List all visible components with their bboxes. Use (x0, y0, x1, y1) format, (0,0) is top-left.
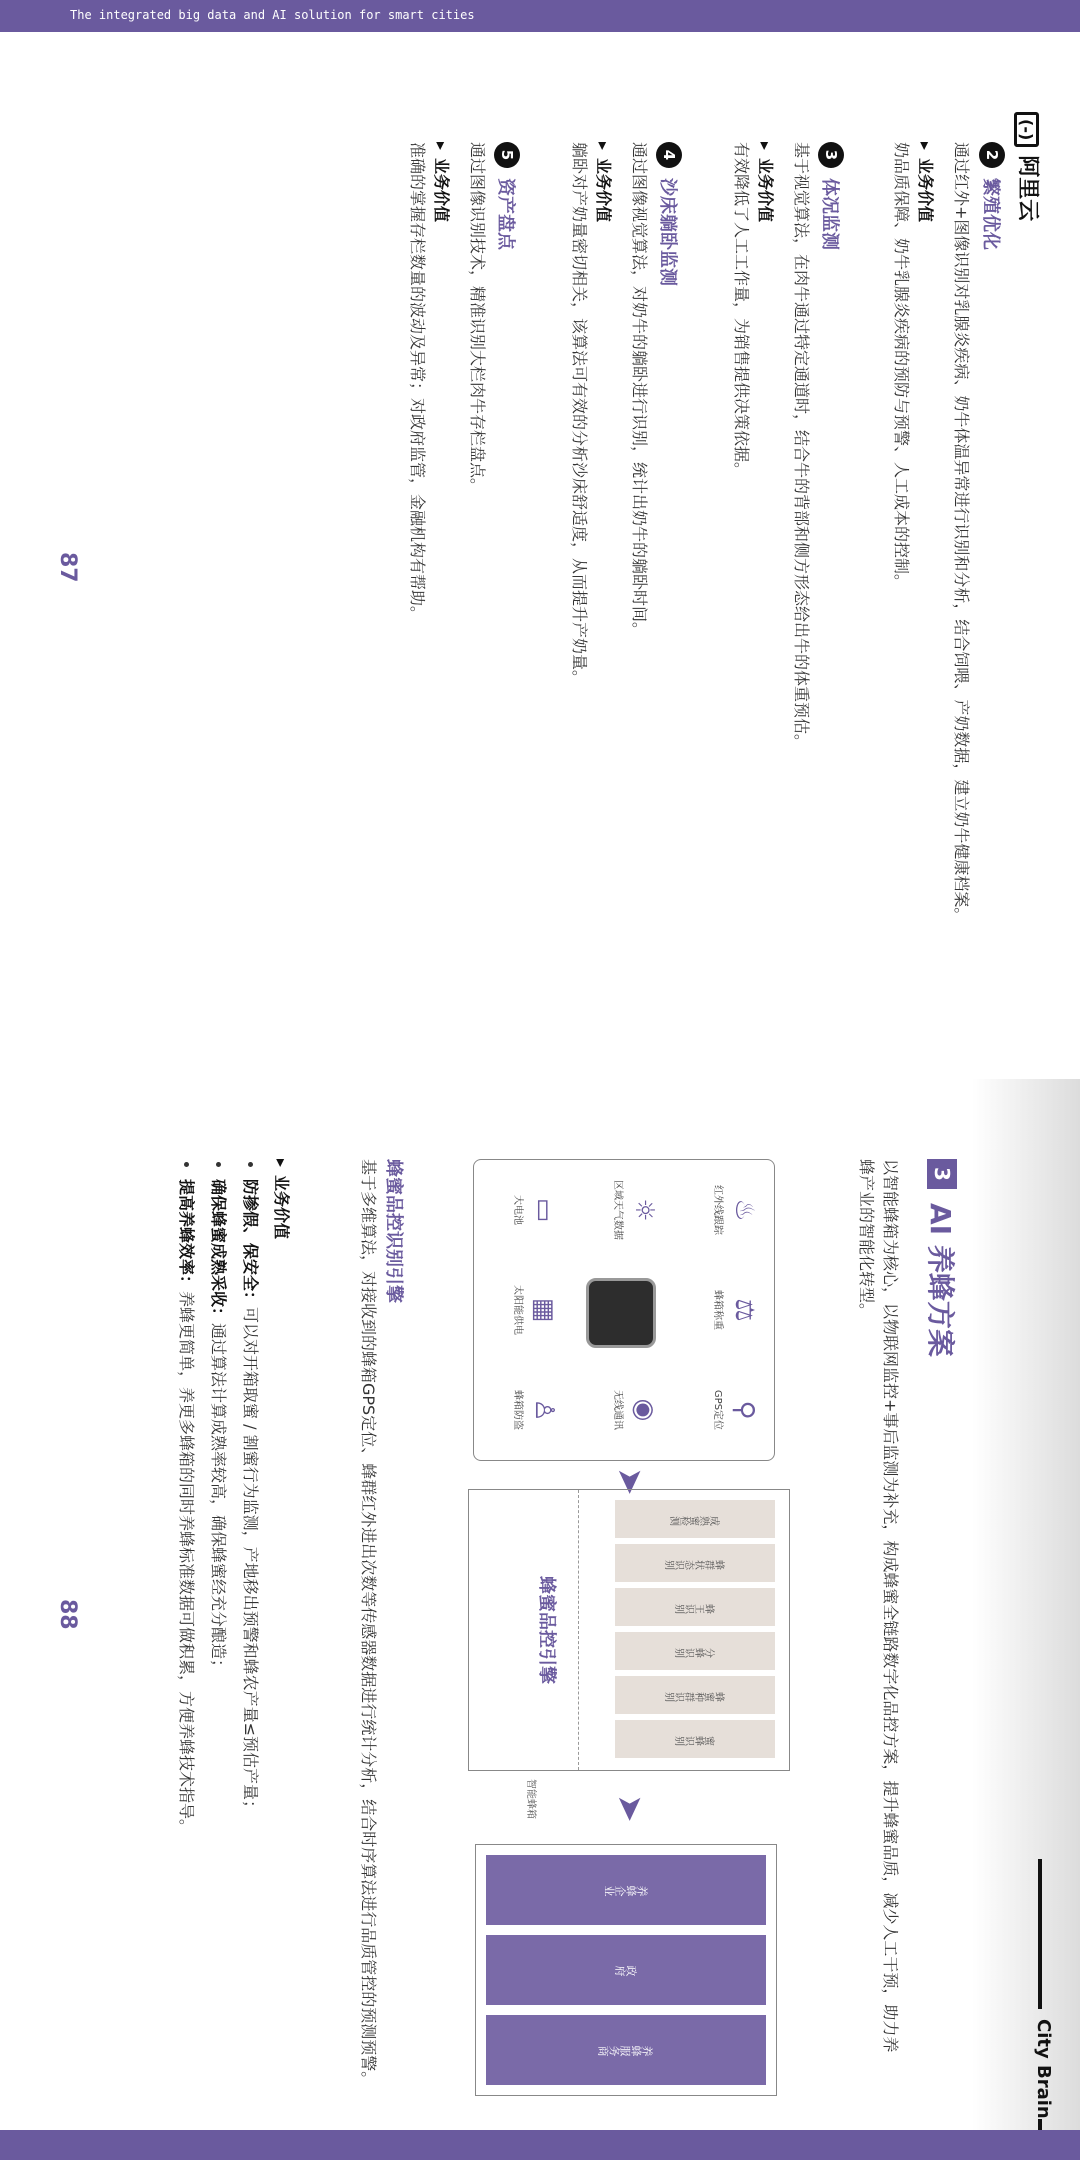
section-text: 通过图像视觉算法，对奶牛的躺卧进行识别，统计出奶牛的躺卧时间。 (630, 142, 649, 639)
engine-module: 蜂王识别 (615, 1588, 775, 1626)
device-label: 蜂箱防盗 (512, 1390, 523, 1430)
bullet-title: 确保蜂蜜成熟采收： (209, 1179, 228, 1324)
section-text: 通过红外+图像识别对乳腺炎疾病、奶牛体温异常进行识别和分析，结合饲喂、产奶数据，建立奶牛健康档案。 (952, 142, 971, 924)
header-rule (1038, 1859, 1042, 2009)
section-heading (922, 1159, 962, 1357)
header-rule-end (1038, 2119, 1042, 2130)
device-label: 红外线跟踪 (712, 1185, 723, 1235)
aliyun-logo (1014, 112, 1045, 221)
weather-icon: ☼ (629, 1198, 659, 1222)
section-title: 资产盘点 (495, 178, 516, 250)
section-number: 3 (927, 1159, 957, 1189)
bullet-title: 提高养蜂效率： (177, 1179, 196, 1292)
quality-engine-diagram (468, 1489, 790, 1771)
device-item (712, 1270, 759, 1350)
stakeholder-item: 养蜂企业 (486, 1855, 766, 1925)
divider (578, 1490, 579, 1770)
bottom-banner (0, 2130, 1080, 2160)
battery-icon: ▭ (529, 1197, 559, 1223)
value-label: ▸ 业务价值 (593, 142, 616, 222)
page-number: 88 (55, 1599, 80, 1630)
section-3-heading (818, 142, 844, 250)
value-label: ▸ 业务价值 (915, 142, 938, 222)
value-label: ▸ 业务价值 (271, 1159, 294, 1239)
device-item (712, 1370, 759, 1450)
section-number: 2 (979, 142, 1005, 168)
section-5-heading (494, 142, 520, 250)
engine-module: 成熟蜜检测 (615, 1500, 775, 1538)
stakeholder-item: 政府 (486, 1935, 766, 2005)
gps-icon: ⚲ (729, 1400, 759, 1420)
device-label: 蜂箱称重 (712, 1290, 723, 1330)
stakeholders-box (475, 1844, 777, 2096)
engine-module: 蜂蜜种群识别 (615, 1676, 775, 1714)
list-item (206, 1179, 230, 2129)
list-item (174, 1179, 198, 2129)
page-number: 87 (55, 552, 80, 583)
bullet-text: 养蜂更简单，养更多蜂箱的同时养蜂标准数据可做积累，方便养蜂技术指导。 (177, 1291, 196, 1836)
engine-module: 蜜蜂识别 (615, 1720, 775, 1758)
section-2-heading (979, 142, 1005, 250)
infrared-icon: ♨ (729, 1198, 759, 1222)
engine-module: 蜂群状态识别 (615, 1544, 775, 1582)
section-title: 沙床躺卧监测 (657, 178, 678, 286)
value-label: ▸ 业务价值 (755, 142, 778, 222)
device-item (512, 1370, 559, 1450)
tagline: The integrated big data and AI solution for smart cities (70, 8, 475, 22)
device-label: 区域天气数据 (612, 1180, 623, 1240)
device-label: 无线通讯 (612, 1390, 623, 1430)
value-text: 躺卧对产奶量密切相关，该算法可有效的分析沙床舒适度，从而提升产奶量。 (570, 142, 589, 687)
city-brain-label: City Brain (1033, 2019, 1054, 2119)
value-label: ▸ 业务价值 (431, 142, 454, 222)
page-87 (0, 32, 1080, 1079)
section-number: 3 (818, 142, 844, 168)
stakeholder-item: 养蜂服务商 (486, 2015, 766, 2085)
logo-text: 阿里云 (1015, 155, 1040, 222)
device-item (612, 1170, 659, 1250)
device-item (612, 1370, 659, 1450)
engine-module: 分蜂识别 (615, 1632, 775, 1670)
value-bullets (166, 1159, 262, 2129)
arrow-right-icon: ➤ (610, 1467, 650, 1496)
section-title: AI 养蜂方案 (924, 1203, 957, 1357)
section-title: 繁殖优化 (980, 178, 1001, 250)
aliyun-logo-icon: (-) (1014, 112, 1039, 147)
page-88 (0, 1079, 1080, 2130)
smart-hive-caption: 智能蜂箱 (525, 1779, 536, 1819)
section-title: 体况监测 (819, 178, 840, 250)
device-item (512, 1170, 559, 1250)
scale-icon: ⚖ (729, 1298, 759, 1322)
smart-hive-diagram (473, 1159, 775, 1461)
device-label: GPS定位 (712, 1389, 723, 1431)
bullet-title: 防掺假、保安全： (241, 1179, 260, 1308)
bullet-text: 通过算法计算成熟率较高，确保蜂蜜经充分酿造； (209, 1323, 228, 1676)
sub-text: 基于多维算法，对接收到的蜂箱GPS定位、蜂群红外进出次数等传感器数据进行统计分析，结合时序算法进行品质管控的预测预警。 (359, 1159, 378, 2088)
device-label: 大电池 (512, 1195, 523, 1225)
section-number: 5 (494, 142, 520, 168)
arrow-right-icon: ➤ (610, 1794, 650, 1823)
smart-hive-device (586, 1278, 656, 1348)
solar-icon: ▦ (529, 1297, 559, 1323)
section-4-heading (656, 142, 682, 286)
bullet-text: 可以对开箱取蜜 / 割蜜行为监测，产地移出预警和蜂农产量≤预估产量； (241, 1307, 260, 1816)
section-text: 基于视觉算法，在肉牛通过特定通道时，结合牛的背部和侧方形态给出牛的体重预估。 (792, 142, 811, 751)
value-text: 奶品质保障、奶牛乳腺炎疾病的预防与预警、人工成本的控制。 (892, 142, 911, 591)
engine-title: 蜂蜜品控引擎 (536, 1576, 557, 1684)
top-banner (0, 0, 1080, 32)
device-label: 太阳能供电 (512, 1285, 523, 1335)
intro-text: 以智能蜂箱为核心，以物联网监控+事后监测为补充，构成蜂蜜全链路数字化品控方案，提升蜂蜜品质，减少人工干预，助力养蜂产业的智能化转型。 (857, 1159, 900, 2053)
section-number: 4 (656, 142, 682, 168)
section-text: 通过图像识别技术，精准识别大栏肉牛存栏盘点。 (468, 142, 487, 495)
antitheft-icon: ♙ (529, 1398, 559, 1422)
device-item (512, 1270, 559, 1350)
value-text: 有效降低了人工工作量，为销售提供决策依据。 (732, 142, 751, 479)
wireless-icon: ◉ (629, 1398, 659, 1422)
sub-heading: 蜂蜜品控识别引擎 (383, 1159, 404, 1303)
value-text: 准确的掌握存栏数量的波动及异常；对政府监管，金融机构有帮助。 (408, 142, 427, 623)
list-item (238, 1179, 262, 2129)
device-item (712, 1170, 759, 1250)
